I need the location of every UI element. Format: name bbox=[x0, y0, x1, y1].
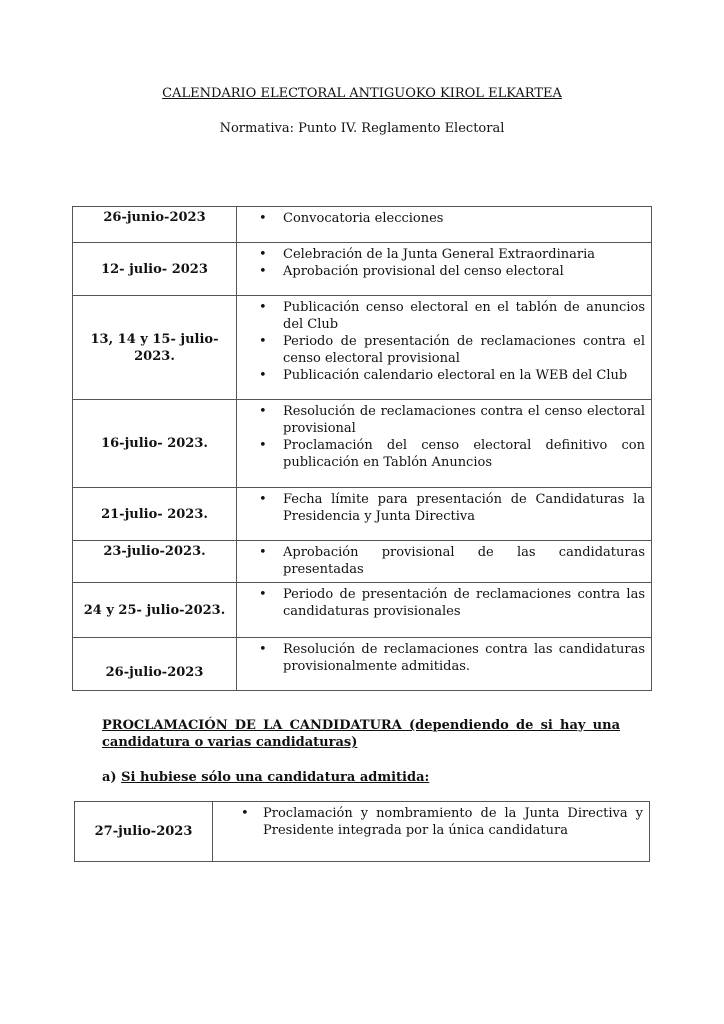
bullet-list bbox=[243, 491, 645, 525]
date-cell: 24 y 25- julio-2023. bbox=[73, 583, 237, 638]
table-row bbox=[73, 541, 652, 583]
electoral-calendar-table bbox=[72, 206, 652, 691]
list-item: • Periodo de presentación de reclamaciones contra las candidaturas provisionales bbox=[283, 586, 645, 620]
table-row bbox=[73, 296, 652, 400]
bullet-list bbox=[243, 544, 645, 578]
items-cell bbox=[237, 488, 652, 541]
date-cell: 26-julio-2023 bbox=[73, 638, 237, 691]
date-cell: 13, 14 y 15- julio-2023. bbox=[73, 296, 237, 400]
bullet-list bbox=[243, 403, 645, 471]
table-row bbox=[73, 583, 652, 638]
list-item: • Fecha límite para presentación de Candidaturas la Presidencia y Junta Directiva bbox=[283, 491, 645, 525]
case-a-heading bbox=[102, 770, 429, 785]
list-item: • Aprobación provisional de las candidaturas presentadas bbox=[283, 544, 645, 578]
list-item: • Publicación calendario electoral en la WEB del Club bbox=[283, 367, 645, 384]
table-row bbox=[73, 638, 652, 691]
case-a-prefix: a) bbox=[102, 770, 117, 785]
document-subtitle: Normativa: Punto IV. Reglamento Electoral bbox=[219, 121, 505, 136]
date-cell: 23-julio-2023. bbox=[73, 541, 237, 583]
bullet-list bbox=[243, 210, 645, 227]
list-item: • Celebración de la Junta General Extraordinaria bbox=[283, 246, 645, 263]
bullet-list bbox=[219, 805, 643, 839]
list-item: • Publicación censo electoral en el tablón de anuncios del Club bbox=[283, 299, 645, 333]
table-row bbox=[73, 207, 652, 243]
bullet-list bbox=[243, 246, 645, 280]
items-cell bbox=[237, 207, 652, 243]
list-item: • Proclamación del censo electoral definitivo con publicación en Tablón Anuncios bbox=[283, 437, 645, 471]
items-cell bbox=[213, 802, 650, 862]
items-cell bbox=[237, 296, 652, 400]
proclamation-heading: PROCLAMACIÓN DE LA CANDIDATURA (dependiendo de si hay una candidatura o varias candidaturas) bbox=[102, 718, 620, 750]
list-item: • Proclamación y nombramiento de la Junta Directiva y Presidente integrada por la única candidatura bbox=[263, 805, 643, 839]
list-item: • Convocatoria elecciones bbox=[283, 210, 645, 227]
date-cell: 21-julio- 2023. bbox=[73, 488, 237, 541]
list-item: • Resolución de reclamaciones contra las candidaturas provisionalmente admitidas. bbox=[283, 641, 645, 675]
items-cell bbox=[237, 400, 652, 488]
table-row bbox=[73, 400, 652, 488]
list-item: • Aprobación provisional del censo electoral bbox=[283, 263, 645, 280]
table-row bbox=[75, 802, 650, 862]
date-cell: 12- julio- 2023 bbox=[73, 243, 237, 296]
table-row bbox=[73, 488, 652, 541]
single-candidacy-table bbox=[74, 801, 650, 862]
bullet-list bbox=[243, 586, 645, 620]
document-title: CALENDARIO ELECTORAL ANTIGUOKO KIROL ELKARTEA bbox=[162, 86, 562, 101]
table-row bbox=[73, 243, 652, 296]
date-cell: 26-junio-2023 bbox=[73, 207, 237, 243]
items-cell bbox=[237, 541, 652, 583]
list-item: • Periodo de presentación de reclamaciones contra el censo electoral provisional bbox=[283, 333, 645, 367]
date-cell: 16-julio- 2023. bbox=[73, 400, 237, 488]
bullet-list bbox=[243, 641, 645, 675]
date-cell: 27-julio-2023 bbox=[75, 802, 213, 862]
items-cell bbox=[237, 583, 652, 638]
items-cell bbox=[237, 638, 652, 691]
list-item: • Resolución de reclamaciones contra el censo electoral provisional bbox=[283, 403, 645, 437]
items-cell bbox=[237, 243, 652, 296]
case-a-label: Si hubiese sólo una candidatura admitida: bbox=[121, 770, 430, 785]
bullet-list bbox=[243, 299, 645, 384]
